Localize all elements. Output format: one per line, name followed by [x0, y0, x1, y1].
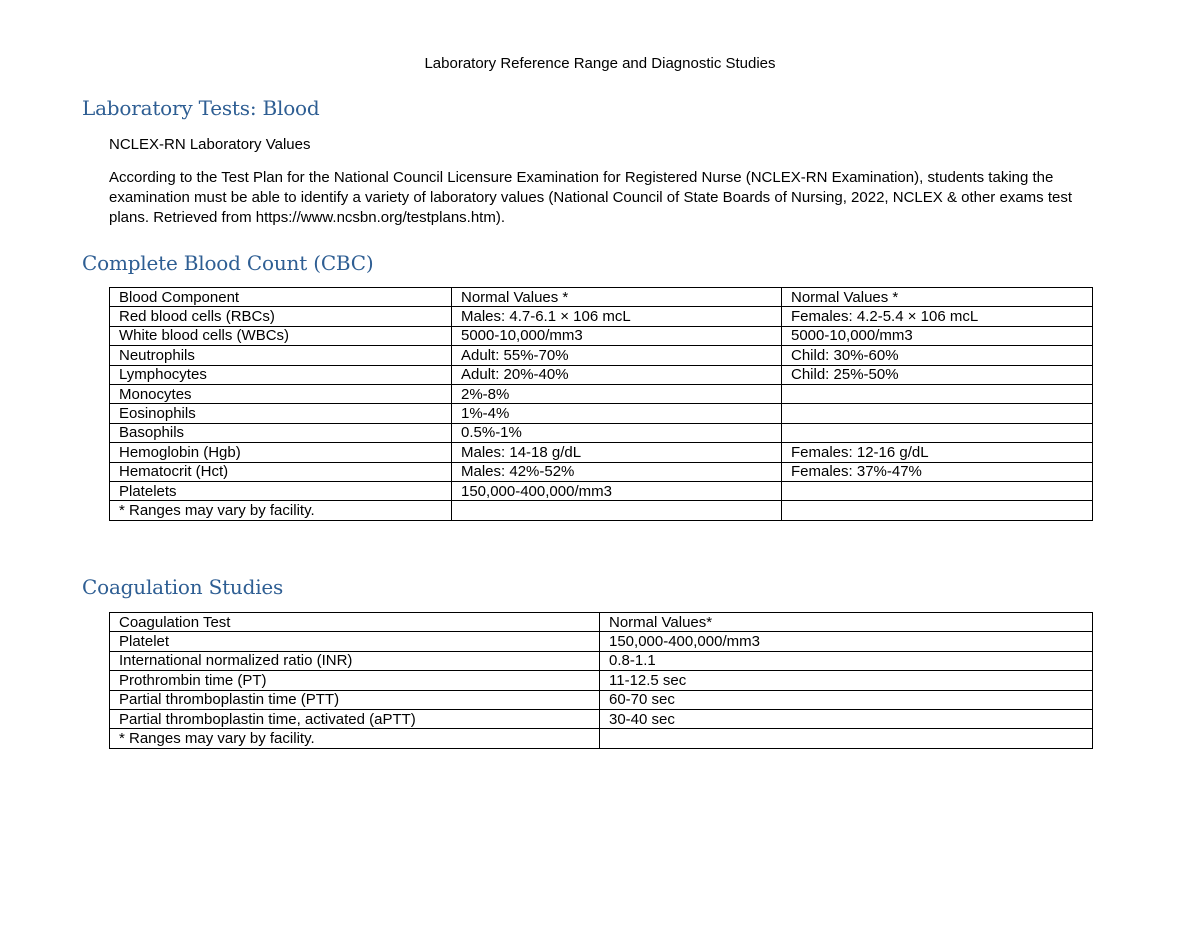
table-row: [110, 632, 1093, 651]
table-cell: Partial thromboplastin time (PTT): [110, 690, 600, 709]
table-cell: Neutrophils: [110, 346, 452, 365]
coag-footnote-row: [110, 729, 1093, 748]
table-row: [110, 423, 1093, 442]
heading-cbc: Complete Blood Count (CBC): [82, 251, 374, 275]
table-row: [110, 365, 1093, 384]
table-cell: 5000-10,000/mm3: [782, 326, 1093, 345]
table-cell: White blood cells (WBCs): [110, 326, 452, 345]
table-cell: Hematocrit (Hct): [110, 462, 452, 481]
table-cell: [782, 384, 1093, 403]
table-cell: 2%-8%: [452, 384, 782, 403]
table-cell: [782, 404, 1093, 423]
table-cell: Platelets: [110, 481, 452, 500]
table-row: [110, 384, 1093, 403]
table-cell: Partial thromboplastin time, activated (aPTT): [110, 709, 600, 728]
table-cell: 5000-10,000/mm3: [452, 326, 782, 345]
table-cell: 150,000-400,000/mm3: [600, 632, 1093, 651]
table-cell: [452, 501, 782, 520]
table-row: [110, 462, 1093, 481]
coag-header-normal-values: Normal Values*: [600, 613, 1093, 632]
coag-header-row: [110, 613, 1093, 632]
table-row: [110, 481, 1093, 500]
table-cell: [782, 481, 1093, 500]
intro-paragraph: According to the Test Plan for the National Council Licensure Examination for Registered Nurse (NCLEX-RN Examination), students taking the examination must be able to identify a variety of laboratory values (National Council of State Boards of Nursing, 2022, NCLEX & other exams test plans. Retrieved from https://www.ncsbn.org/testplans.htm).: [109, 169, 1072, 226]
table-cell: Females: 37%-47%: [782, 462, 1093, 481]
table-cell: Females: 12-16 g/dL: [782, 443, 1093, 462]
table-row: [110, 671, 1093, 690]
table-row: [110, 651, 1093, 670]
coagulation-table: [109, 612, 1093, 749]
table-row: [110, 307, 1093, 326]
table-cell: 0.5%-1%: [452, 423, 782, 442]
table-row: [110, 346, 1093, 365]
table-cell: 1%-4%: [452, 404, 782, 423]
table-cell: Adult: 55%-70%: [452, 346, 782, 365]
table-cell: Basophils: [110, 423, 452, 442]
page-header: Laboratory Reference Range and Diagnostic Studies: [424, 55, 776, 72]
cbc-header-normal-values-2: Normal Values *: [782, 288, 1093, 307]
table-row: [110, 404, 1093, 423]
table-cell: 11-12.5 sec: [600, 671, 1093, 690]
table-row: [110, 690, 1093, 709]
table-cell: International normalized ratio (INR): [110, 651, 600, 670]
table-row: [110, 709, 1093, 728]
table-cell: Eosinophils: [110, 404, 452, 423]
heading-coagulation-studies: Coagulation Studies: [82, 575, 284, 599]
table-cell: [782, 423, 1093, 442]
cbc-table: [109, 287, 1093, 521]
table-row: [110, 443, 1093, 462]
coag-header-test: Coagulation Test: [110, 613, 600, 632]
table-cell: 30-40 sec: [600, 709, 1093, 728]
table-cell: 150,000-400,000/mm3: [452, 481, 782, 500]
cbc-header-normal-values: Normal Values *: [452, 288, 782, 307]
coag-footnote: * Ranges may vary by facility.: [110, 729, 600, 748]
table-cell: Child: 30%-60%: [782, 346, 1093, 365]
table-cell: [600, 729, 1093, 748]
table-cell: 0.8-1.1: [600, 651, 1093, 670]
table-cell: Adult: 20%-40%: [452, 365, 782, 384]
cbc-footnote: * Ranges may vary by facility.: [110, 501, 452, 520]
table-cell: Males: 14-18 g/dL: [452, 443, 782, 462]
table-cell: Prothrombin time (PT): [110, 671, 600, 690]
cbc-header-component: Blood Component: [110, 288, 452, 307]
nclex-subtitle: NCLEX-RN Laboratory Values: [109, 136, 311, 153]
table-row: [110, 326, 1093, 345]
table-cell: Platelet: [110, 632, 600, 651]
table-cell: Males: 4.7-6.1 × 106 mcL: [452, 307, 782, 326]
table-cell: 60-70 sec: [600, 690, 1093, 709]
heading-laboratory-tests-blood: Laboratory Tests: Blood: [82, 96, 320, 120]
table-cell: Child: 25%-50%: [782, 365, 1093, 384]
table-cell: Red blood cells (RBCs): [110, 307, 452, 326]
table-cell: Monocytes: [110, 384, 452, 403]
table-cell: Hemoglobin (Hgb): [110, 443, 452, 462]
table-cell: [782, 501, 1093, 520]
table-cell: Females: 4.2-5.4 × 106 mcL: [782, 307, 1093, 326]
table-cell: Males: 42%-52%: [452, 462, 782, 481]
cbc-footnote-row: [110, 501, 1093, 520]
cbc-header-row: [110, 288, 1093, 307]
table-cell: Lymphocytes: [110, 365, 452, 384]
